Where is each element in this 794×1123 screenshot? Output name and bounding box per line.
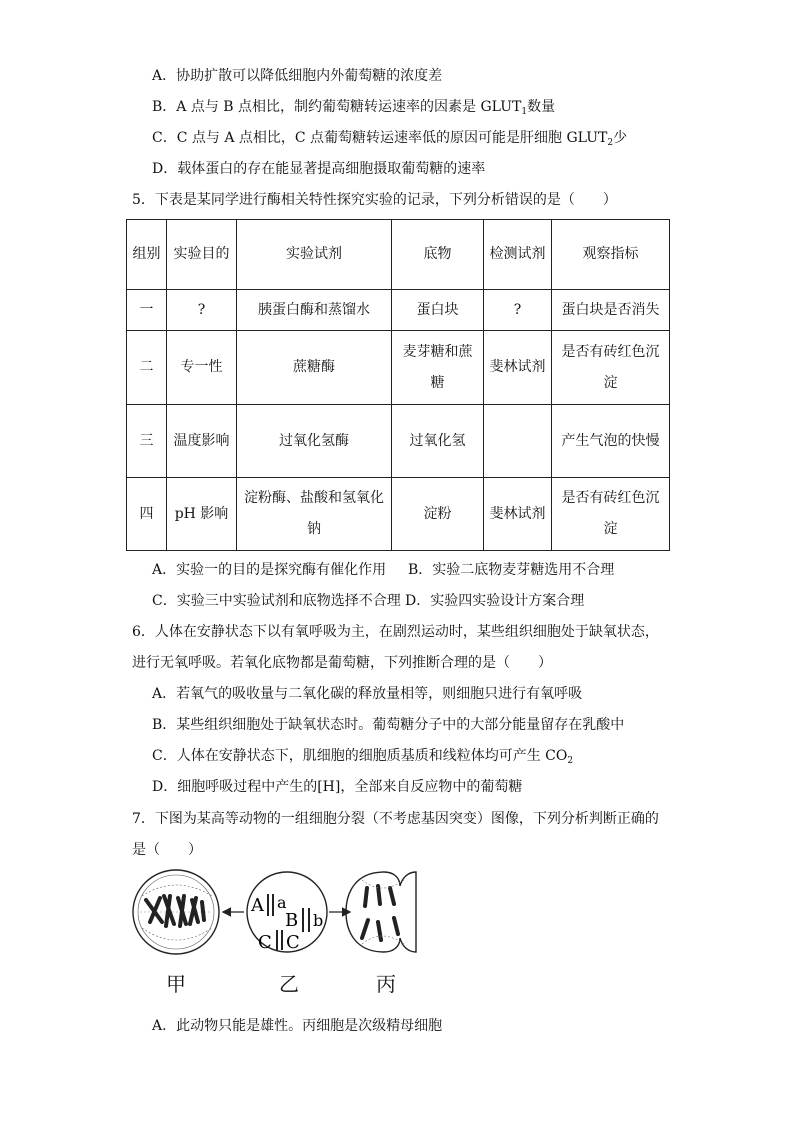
table-cell — [484, 405, 552, 478]
cell-label-yi: 乙 — [279, 972, 299, 996]
table-cell: 蛋白块 — [392, 290, 484, 331]
table-cell: 专一性 — [167, 331, 237, 405]
q5-option-c: C．实验三中实验试剂和底物选择不合理 — [152, 593, 401, 609]
table-cell: 产生气泡的快慢 — [552, 405, 670, 478]
q4-option-a: A．协助扩散可以降低细胞内外葡萄糖的浓度差 — [152, 68, 443, 84]
table-header-cell: 底物 — [392, 220, 484, 290]
table-cell: 斐林试剂 — [484, 331, 552, 405]
experiment-table — [126, 219, 670, 551]
q4-option-b: B．A 点与 B 点相比，制约葡萄糖转运速率的因素是 $GLUT_1$数量 — [152, 99, 556, 117]
cell-division-figure — [132, 866, 417, 996]
gene-a-label: a — [277, 893, 287, 912]
table-cell: 淀粉 — [392, 478, 484, 551]
cell-bing — [346, 872, 416, 952]
q5-option-d: D．实验四实验设计方案合理 — [405, 593, 585, 609]
q6-stem-line-1: 6．人体在安静状态下以有氧呼吸为主，在剧烈运动时，某些组织细胞处于缺氧状态， — [132, 624, 659, 640]
table-cell: ? — [484, 290, 552, 331]
table-cell: 是否有砖红色沉淀 — [552, 478, 670, 551]
table-cell: 一 — [127, 290, 167, 331]
table-row — [127, 405, 670, 478]
table-row — [127, 290, 670, 331]
table-header-row — [127, 220, 670, 290]
q5-option-a: A．实验一的目的是探究酶有催化作用 — [152, 562, 387, 578]
table-cell: ? — [167, 290, 237, 331]
q6-option-a: A．若氧气的吸收量与二氧化碳的释放量相等，则细胞只进行有氧呼吸 — [152, 686, 583, 702]
table-cell: 斐林试剂 — [484, 478, 552, 551]
table-cell: 蛋白块是否消失 — [552, 290, 670, 331]
table-cell: 过氧化氢酶 — [237, 405, 392, 478]
table-row — [127, 478, 670, 551]
cell-yi — [247, 872, 327, 953]
table-cell: 四 — [127, 478, 167, 551]
table-header-cell: 检测试剂 — [484, 220, 552, 290]
q6-option-c: C．人体在安静状态下，肌细胞的细胞质基质和线粒体均可产生 $CO_2$ — [152, 748, 574, 766]
table-cell: pH 影响 — [167, 478, 237, 551]
q4-option-d: D．载体蛋白的存在能显著提高细胞摄取葡萄糖的速率 — [152, 161, 486, 177]
table-cell: 温度影响 — [167, 405, 237, 478]
q6-option-d: D．细胞呼吸过程中产生的[H]，全部来自反应物中的葡萄糖 — [152, 779, 523, 795]
table-header-cell: 实验目的 — [167, 220, 237, 290]
table-cell: 淀粉酶、盐酸和氢氧化钠 — [237, 478, 392, 551]
gene-C-left-label: C — [258, 932, 272, 953]
table-header-cell: 观察指标 — [552, 220, 670, 290]
table-cell: 麦芽糖和蔗糖 — [392, 331, 484, 405]
q5-stem: 5．下表是某同学进行酶相关特性探究实验的记录，下列分析错误的是（ ） — [132, 192, 617, 208]
table-cell: 是否有砖红色沉淀 — [552, 331, 670, 405]
gene-A-label: A — [251, 895, 264, 916]
cell-jia — [133, 870, 219, 954]
gene-b-label: b — [313, 911, 324, 930]
q4-option-c: C．C 点与 A 点相比，C 点葡萄糖转运速率低的原因可能是肝细胞 $GLUT_2$少 — [152, 130, 628, 148]
table-row — [127, 331, 670, 405]
q5-option-b: B．实验二底物麦芽糖选用不合理 — [408, 562, 615, 578]
table-cell: 二 — [127, 331, 167, 405]
gene-B-label: B — [285, 910, 299, 931]
table-cell: 胰蛋白酶和蒸馏水 — [237, 290, 392, 331]
q7-stem-line-2: 是（ ） — [132, 842, 202, 858]
cell-label-bing: 丙 — [376, 972, 396, 996]
gene-C-right-label: C — [286, 932, 300, 953]
q7-stem-line-1: 7．下图为某高等动物的一组细胞分裂（不考虑基因突变）图像，下列分析判断正确的 — [132, 811, 659, 827]
table-cell: 蔗糖酶 — [237, 331, 392, 405]
table-header-cell: 组别 — [127, 220, 167, 290]
cell-label-jia: 甲 — [166, 972, 186, 996]
table-cell: 过氧化氢 — [392, 405, 484, 478]
q6-stem-line-2: 进行无氧呼吸。若氧化底物都是葡萄糖，下列推断合理的是（ ） — [132, 655, 552, 671]
table-header-cell: 实验试剂 — [237, 220, 392, 290]
table-cell: 三 — [127, 405, 167, 478]
q7-option-a: A．此动物只能是雄性。丙细胞是次级精母细胞 — [152, 1018, 443, 1034]
q6-option-b: B．某些组织细胞处于缺氧状态时。葡萄糖分子中的大部分能量留存在乳酸中 — [152, 717, 625, 733]
